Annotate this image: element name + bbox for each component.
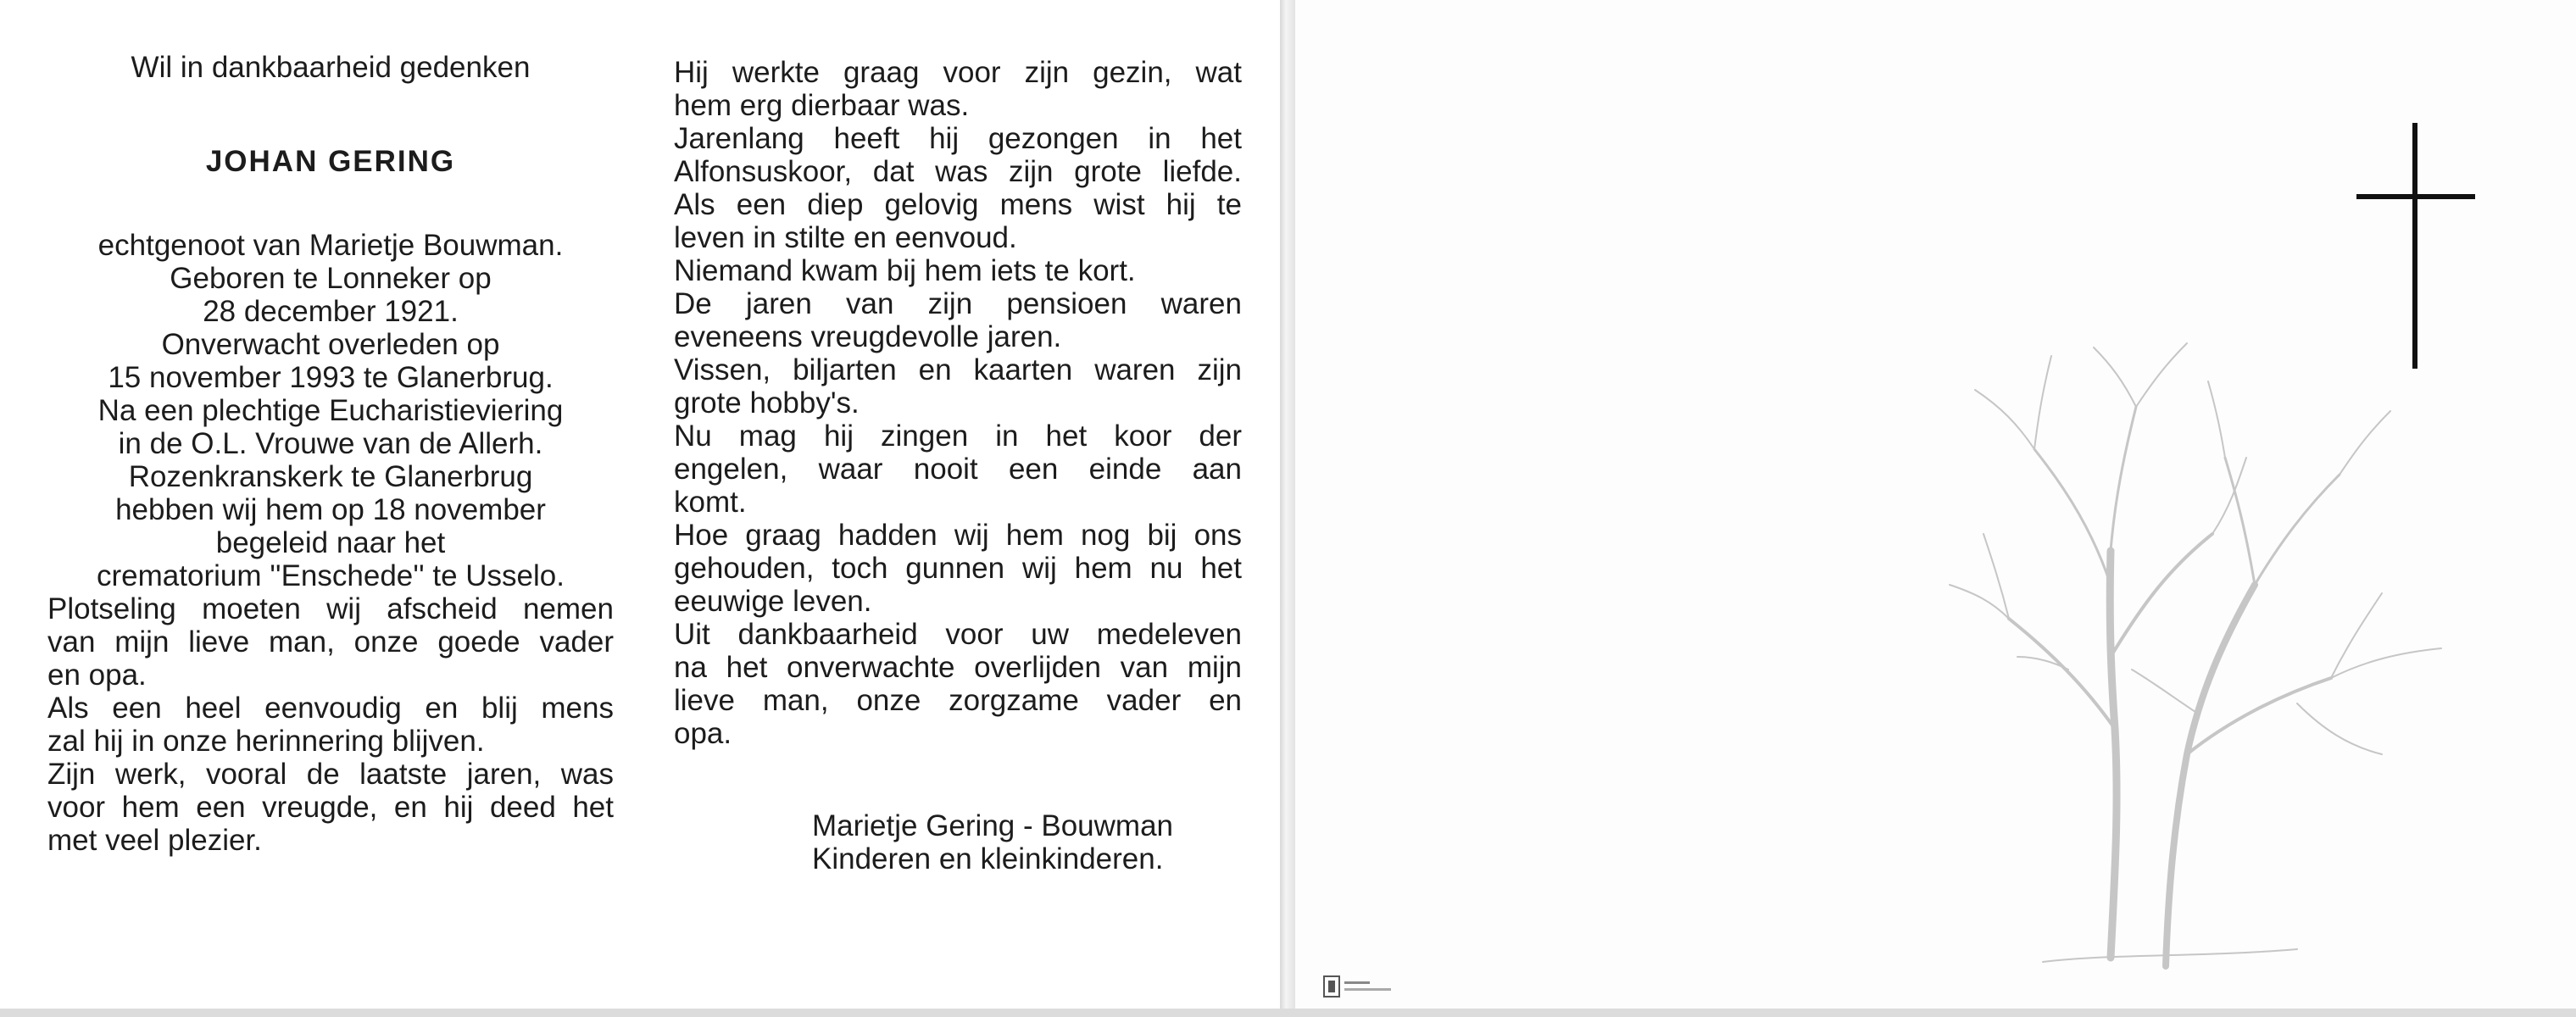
spouse-text: echtgenoot van Marietje Bouwman. [97, 229, 564, 262]
paragraph-line: Nu mag hij zingen in het koor der [674, 420, 1242, 453]
deceased-name: JOHAN GERING [205, 145, 456, 178]
paragraph-line: Hoe graag hadden wij hem nog bij ons [674, 519, 1242, 552]
farewell-paragraph [47, 592, 614, 857]
life-detail-line: Na een plechtige Eucharistieviering [97, 394, 564, 427]
left-text-column [47, 51, 614, 857]
life-detail-line: begeleid naar het [215, 526, 446, 559]
paragraph-line: na het onverwachte overlijden van mijn [674, 651, 1242, 684]
paragraph-line: Vissen, biljarten en kaarten waren zijn [674, 353, 1242, 386]
signature-block [812, 809, 1242, 875]
life-detail-line: Geboren te Lonneker op [170, 262, 492, 295]
life-detail-line: 28 december 1921. [203, 295, 459, 328]
paragraph-line: voor hem een vreugde, en hij deed het [47, 791, 614, 824]
paragraph-line: Uit dankbaarheid voor uw medeleven [674, 618, 1242, 651]
paragraph-line: Als een diep gelovig mens wist hij te [674, 188, 1242, 221]
paragraph-line: Jarenlang heeft hij gezongen in het [674, 122, 1242, 155]
life-detail-line: crematorium ''Enschede'' te Usselo. [97, 559, 565, 592]
right-text-column [674, 56, 1242, 875]
paragraph-line: hem erg dierbaar was. [674, 89, 970, 122]
paragraph-line: Niemand kwam bij hem iets te kort. [674, 254, 1136, 287]
paragraph-line: met veel plezier. [47, 824, 262, 857]
paragraph-line: van mijn lieve man, onze goede vader [47, 625, 614, 659]
card-bottom-edge [0, 1009, 2576, 1017]
signature-line: Marietje Gering - Bouwman [812, 809, 1173, 842]
paragraph-line: gehouden, toch gunnen wij hem nu het [674, 552, 1242, 585]
life-detail-line: Rozenkranskerk te Glanerbrug [128, 460, 533, 493]
paragraph-line: De jaren van zijn pensioen waren [674, 287, 1242, 320]
paragraph-line: opa. [674, 717, 732, 750]
inner-panel [0, 0, 1280, 1009]
paragraph-line: Als een heel eenvoudig en blij mens [47, 692, 614, 725]
signature-line: Kinderen en kleinkinderen. [812, 842, 1164, 875]
life-detail-line: Onverwacht overleden op [161, 328, 500, 361]
paragraph-line: lieve man, onze zorgzame vader en [674, 684, 1242, 717]
paragraph-line: en opa. [47, 659, 147, 692]
paragraph-line: komt. [674, 486, 747, 519]
thanks-paragraph [674, 618, 1242, 750]
paragraph-line: Alfonsuskoor, dat was zijn grote liefde. [674, 155, 1242, 188]
paragraph-line: eeuwige leven. [674, 585, 872, 618]
intro-text: Wil in dankbaarheid gedenken [131, 51, 531, 84]
paragraph-line: Zijn werk, vooral de laatste jaren, was [47, 758, 614, 791]
life-detail-line: 15 november 1993 te Glanerbrug. [108, 361, 554, 394]
tree-illustration [1941, 331, 2450, 975]
paragraph-line: Hij werkte graag voor zijn gezin, wat [674, 56, 1242, 89]
paragraph-line: grote hobby's. [674, 386, 860, 420]
printer-logo-icon [1322, 973, 1416, 1002]
life-detail-line: hebben wij hem op 18 november [115, 493, 546, 526]
paragraph-line: Plotseling moeten wij afscheid nemen [47, 592, 614, 625]
paragraph-line: eveneens vreugdevolle jaren. [674, 320, 1062, 353]
card-fold [1280, 0, 1295, 1017]
paragraph-line: engelen, waar nooit een einde aan [674, 453, 1242, 486]
paragraph-line: leven in stilte en eenvoud. [674, 221, 1017, 254]
paragraph-line: zal hij in onze herinnering blijven. [47, 725, 485, 758]
life-details [47, 262, 614, 592]
life-paragraph [674, 56, 1242, 618]
life-detail-line: in de O.L. Vrouwe van de Allerh. [118, 427, 543, 460]
